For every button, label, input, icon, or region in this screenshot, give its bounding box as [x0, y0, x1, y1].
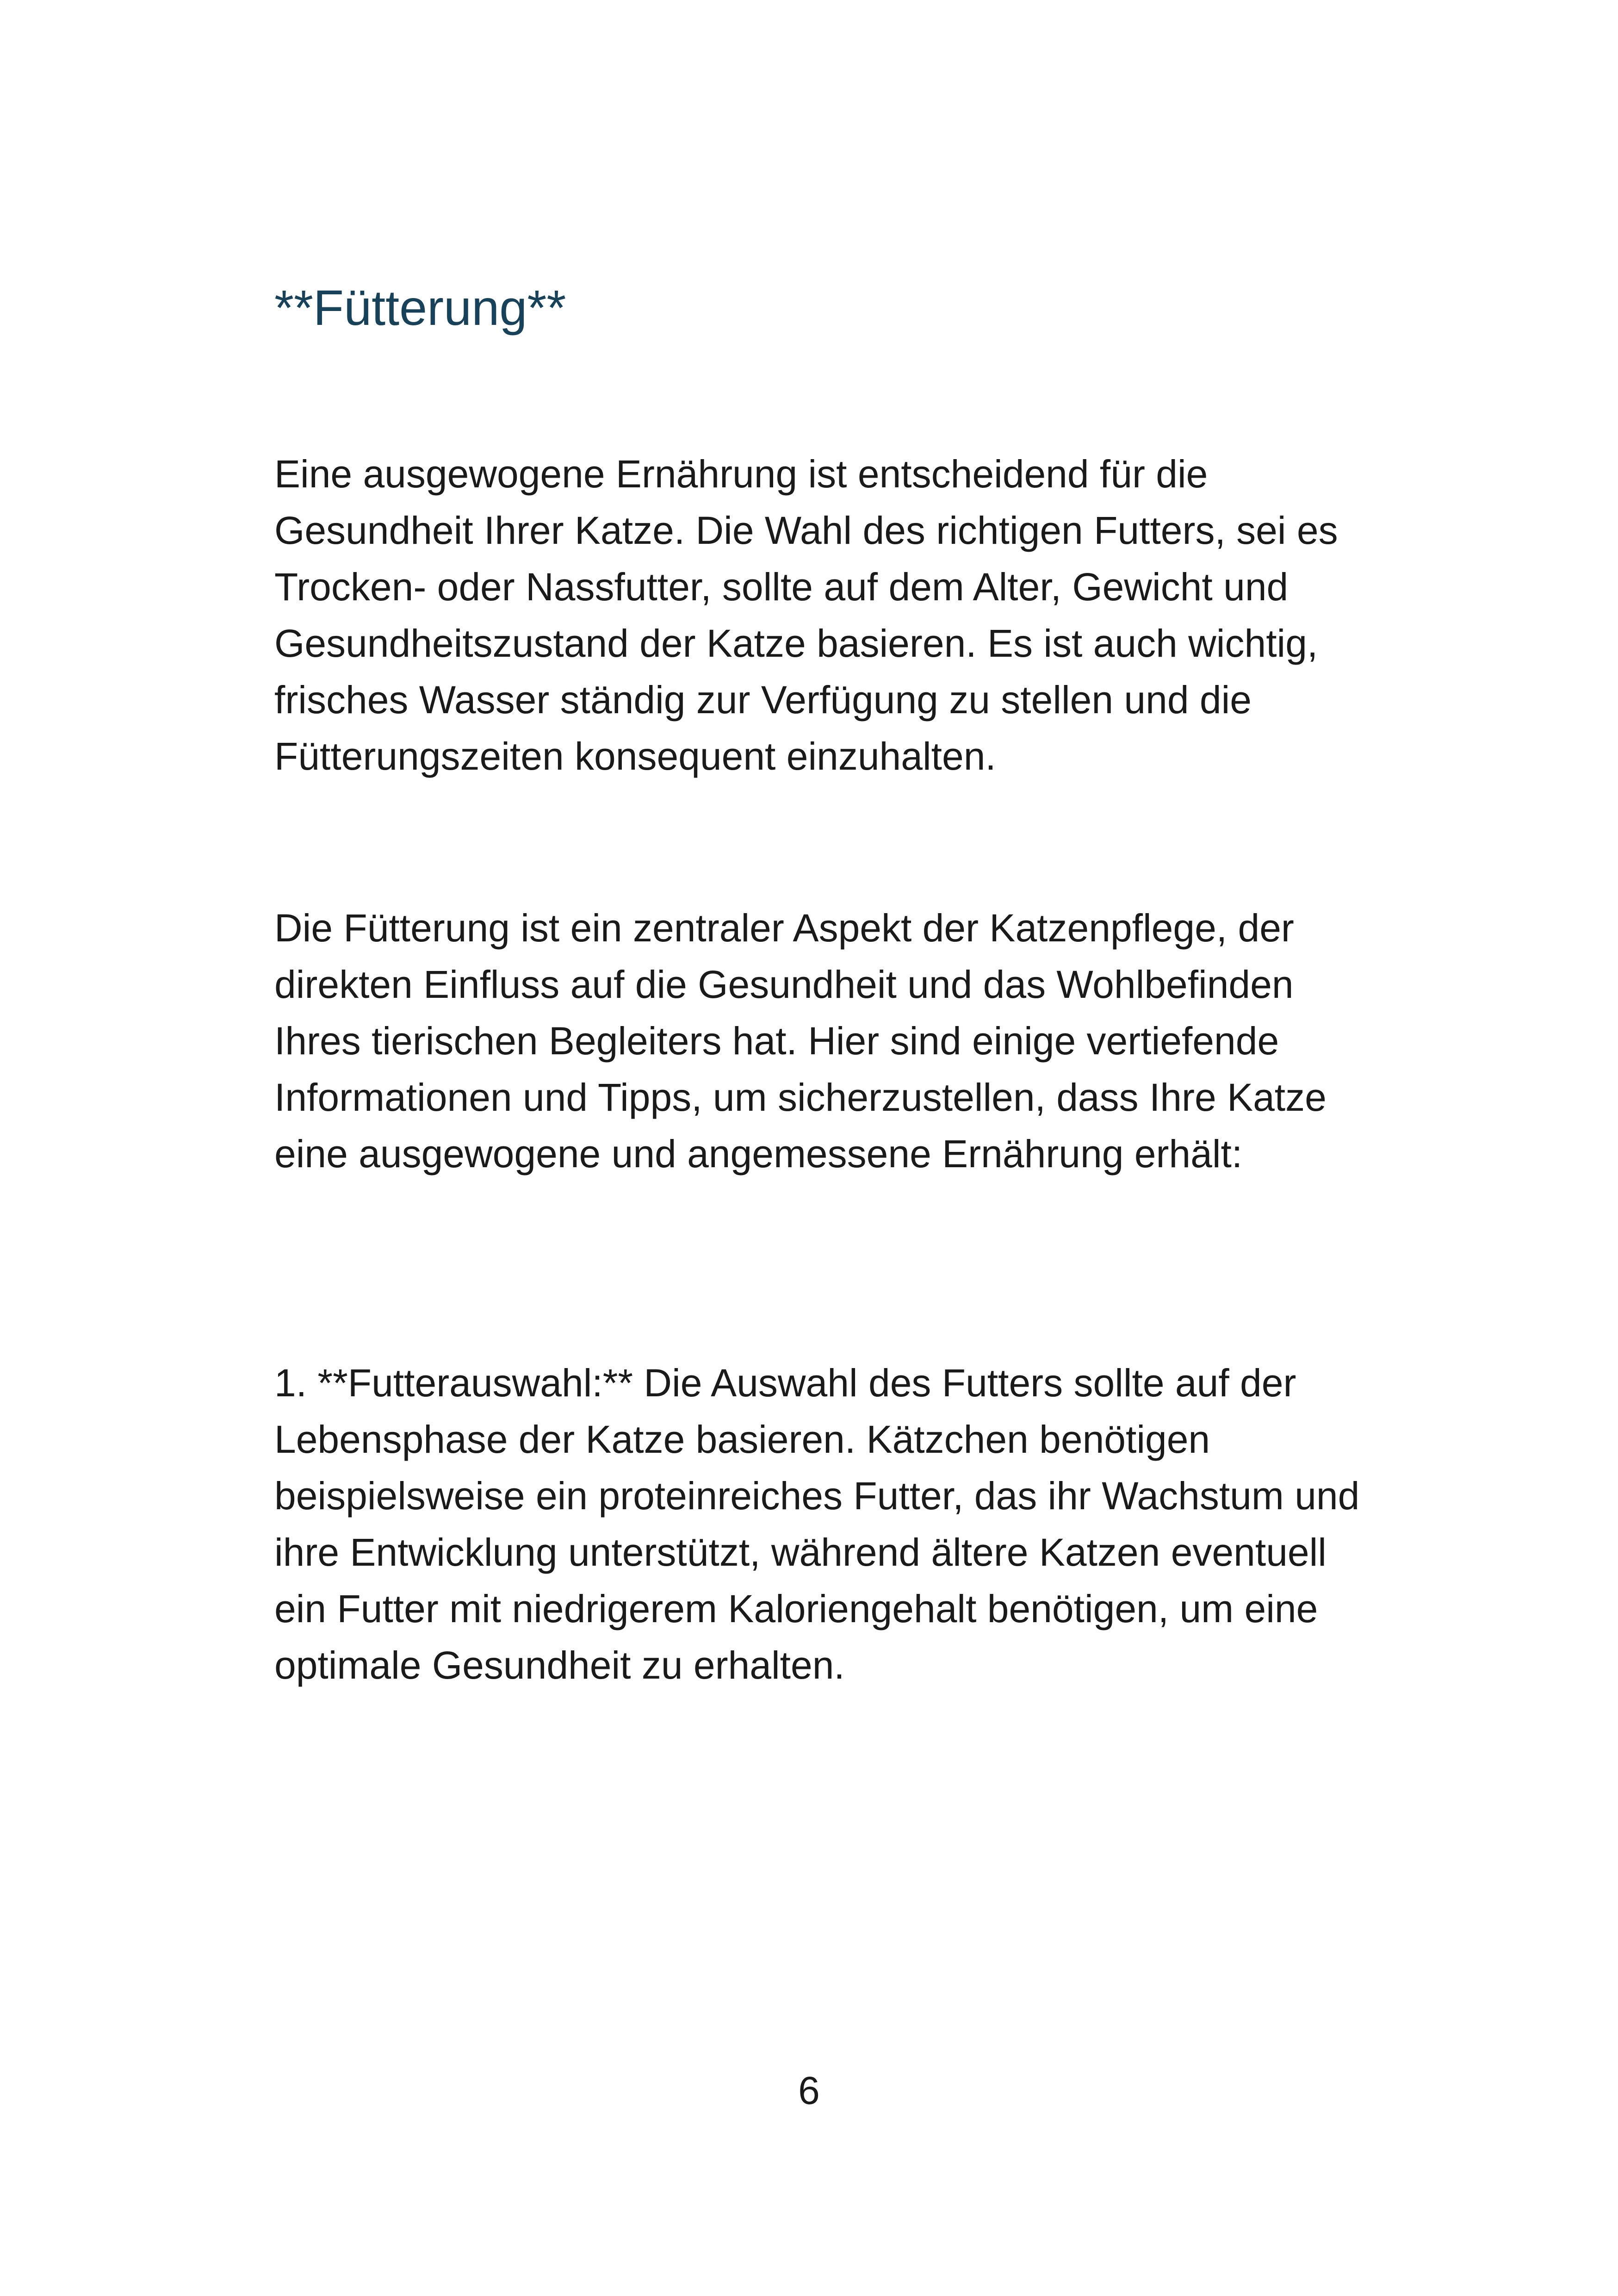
paragraph-feeding-aspect: Die Fütterung ist ein zentraler Aspekt der Katzenpflege, der direkten Einfluss auf die Gesundheit und das Wohlbefinden Ihres tierischen Begleiters hat. Hier sind einige vertiefende Informationen und Tipps, um sicherzustellen, dass Ihre Katze eine ausgewogene und angemessene Ernährung erhält: — [274, 906, 1327, 1176]
page-number: 6 — [798, 2069, 820, 2112]
section-heading: **Fütterung** — [274, 280, 566, 336]
paragraph-intro: Eine ausgewogene Ernährung ist entscheidend für die Gesundheit Ihrer Katze. Die Wahl des richtigen Futters, sei es Trocken- oder Nassfutter, sollte auf dem Alter, Gewicht und Gesundheitszustand der Katze basieren. Es ist auch wichtig, frisches Wasser ständig zur Verfügung zu stellen und die Fütterungszeiten konsequent einzuhalten. — [274, 452, 1338, 778]
paragraph-food-selection: 1. **Futterauswahl:** Die Auswahl des Futters sollte auf der Lebensphase der Katze basieren. Kätzchen benötigen beispielsweise ein proteinreiches Futter, das ihr Wachstum und ihre Entwicklung unterstützt, während ältere Katzen eventuell ein Futter mit niedrigerem Kaloriengehalt benötigen, um eine optimale Gesundheit zu erhalten. — [274, 1361, 1360, 1687]
